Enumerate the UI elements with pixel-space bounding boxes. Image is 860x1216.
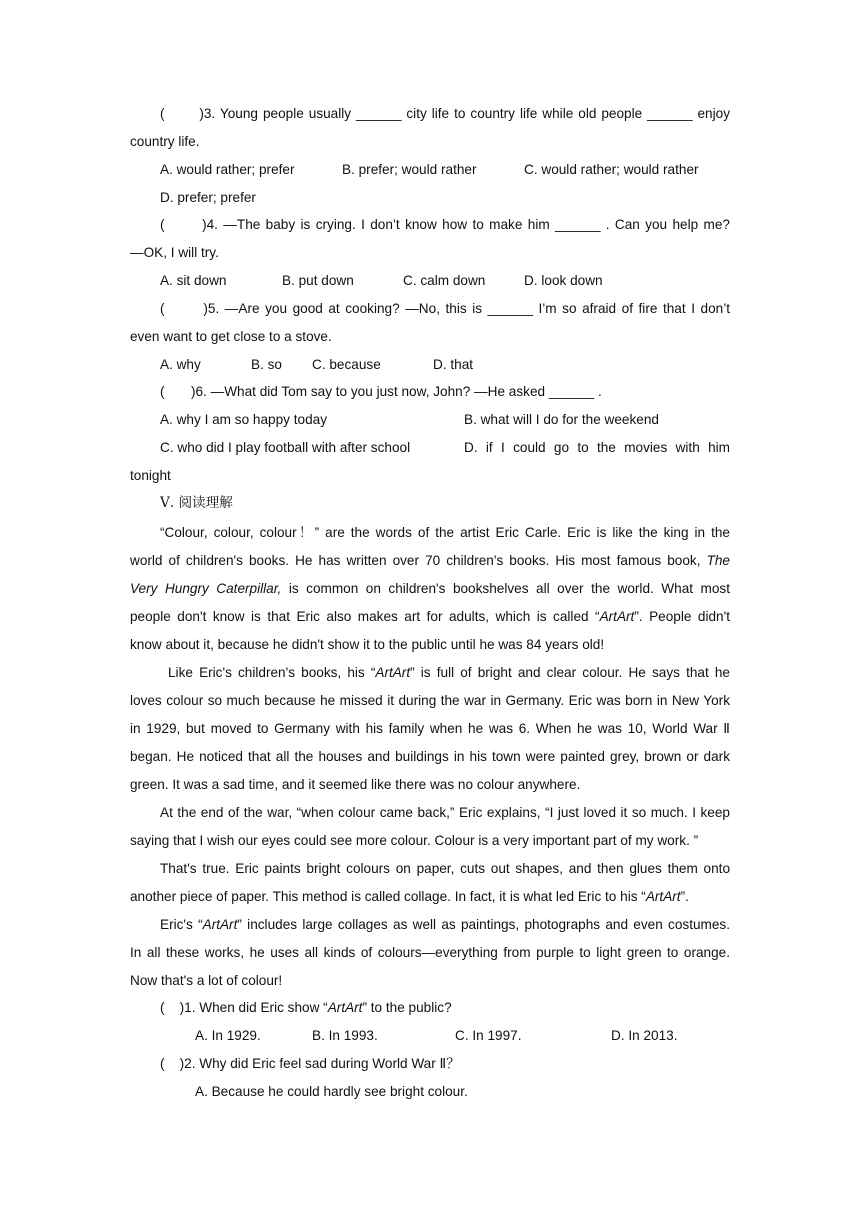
question-4-option-c: C. calm down	[403, 273, 486, 288]
question-3-option-a: A. would rather; prefer	[160, 162, 295, 177]
passage-p2-line: began. He noticed that all the houses and buildings in his town were painted grey, brown or dark	[130, 749, 730, 764]
passage-p2-line: in 1929, but moved to Germany with his family when he was 6. When he was 10, World War Ⅱ	[130, 721, 730, 736]
reading-question-1-option-b: B. In 1993.	[312, 1028, 378, 1043]
reading-question-1-option-c: C. In 1997.	[455, 1028, 522, 1043]
question-3-option-c: C. would rather; would rather	[524, 162, 699, 177]
passage-p1-line: world of children's books. He has written over 70 children's books. His most famous book, The	[130, 553, 730, 568]
question-6-option-d: D. if I could go to the movies with him	[464, 440, 730, 455]
passage-p5-line: In all these works, he uses all kinds of colours—everything from purple to light green to orange.	[130, 945, 730, 960]
question-5-option-d: D. that	[433, 357, 474, 372]
passage-p1-line: know about it, because he didn't show it to the public until he was 84 years old!	[130, 637, 605, 652]
question-3-option-b: B. prefer; would rather	[342, 162, 477, 177]
passage-p3-line: At the end of the war, “when colour came back,” Eric explains, “I just loved it so much. I keep	[160, 805, 730, 820]
passage-p5-line: Eric's “ArtArt” includes large collages as well as paintings, photographs and even costumes.	[160, 917, 731, 932]
question-4-option-d: D. look down	[524, 273, 603, 288]
book-title-fragment: The	[706, 553, 730, 568]
question-4-stem: ( )4. —The baby is crying. I don’t know how to make him ______ . Can you help me?	[160, 217, 730, 232]
question-5-option-c: C. because	[312, 357, 381, 372]
question-5-stem-cont: even want to get close to a stove.	[130, 329, 332, 344]
question-5-option-a: A. why	[160, 357, 201, 372]
question-3-option-d: D. prefer; prefer	[160, 190, 256, 205]
passage-p2-line: green. It was a sad time, and it seemed like there was no colour anywhere.	[130, 777, 581, 792]
question-6-stem: ( )6. —What did Tom say to you just now, John? —He asked ______ .	[160, 384, 602, 399]
question-4-option-a: A. sit down	[160, 273, 227, 288]
reading-question-1-option-a: A. In 1929.	[195, 1028, 261, 1043]
section-heading-reading: Ⅴ. 阅读理解	[160, 495, 233, 511]
passage-p3-line: saying that I wish our eyes could see more colour. Colour is a very important part of my work. ”	[130, 833, 699, 848]
passage-p1-line: “Colour, colour, colour！” are the words of the artist Eric Carle. Eric is like the king in the	[160, 525, 730, 540]
question-5-option-b: B. so	[251, 357, 282, 372]
reading-question-1-option-d: D. In 2013.	[611, 1028, 678, 1043]
question-6-option-a: A. why I am so happy today	[160, 412, 327, 427]
question-3-stem: ( )3. Young people usually ______ city life to country life while old people ______ enjoy	[160, 106, 730, 121]
reading-question-2-stem: ( )2. Why did Eric feel sad during World War Ⅱ？	[160, 1056, 460, 1071]
passage-p4-line: That's true. Eric paints bright colours on paper, cuts out shapes, and then glues them onto	[160, 861, 730, 876]
question-6-option-c: C. who did I play football with after school	[160, 440, 411, 455]
question-4-option-b: B. put down	[282, 273, 354, 288]
question-5-stem: ( )5. —Are you good at cooking? —No, this is ______ I’m so afraid of fire that I don’t	[160, 301, 730, 316]
reading-question-1-stem: ( )1. When did Eric show “ArtArt” to the public?	[160, 1000, 452, 1015]
question-6-option-d-cont: tonight	[130, 468, 171, 483]
question-6-option-b: B. what will I do for the weekend	[464, 412, 659, 427]
passage-p5-line: Now that's a lot of colour!	[130, 973, 283, 988]
question-4-stem-cont: —OK, I will try.	[130, 245, 219, 260]
passage-p1-line: people don't know is that Eric also makes art for adults, which is called “ArtArt”. People didn't	[130, 609, 730, 624]
book-title-fragment: Very Hungry Caterpillar,	[130, 581, 282, 596]
passage-p1-line: Very Hungry Caterpillar, is common on children's bookshelves all over the world. What most	[130, 581, 730, 596]
passage-p2-line: loves colour so much because he missed it during the war in Germany. Eric was born in New York	[130, 693, 730, 708]
passage-p2-line: Like Eric's children's books, his “ArtArt” is full of bright and clear colour. He says that he	[168, 665, 730, 680]
reading-question-2-option-a: A. Because he could hardly see bright colour.	[195, 1084, 468, 1099]
question-3-stem-cont: country life.	[130, 134, 200, 149]
passage-p4-line: another piece of paper. This method is called collage. In fact, it is what led Eric to his “ArtArt”.	[130, 889, 689, 904]
